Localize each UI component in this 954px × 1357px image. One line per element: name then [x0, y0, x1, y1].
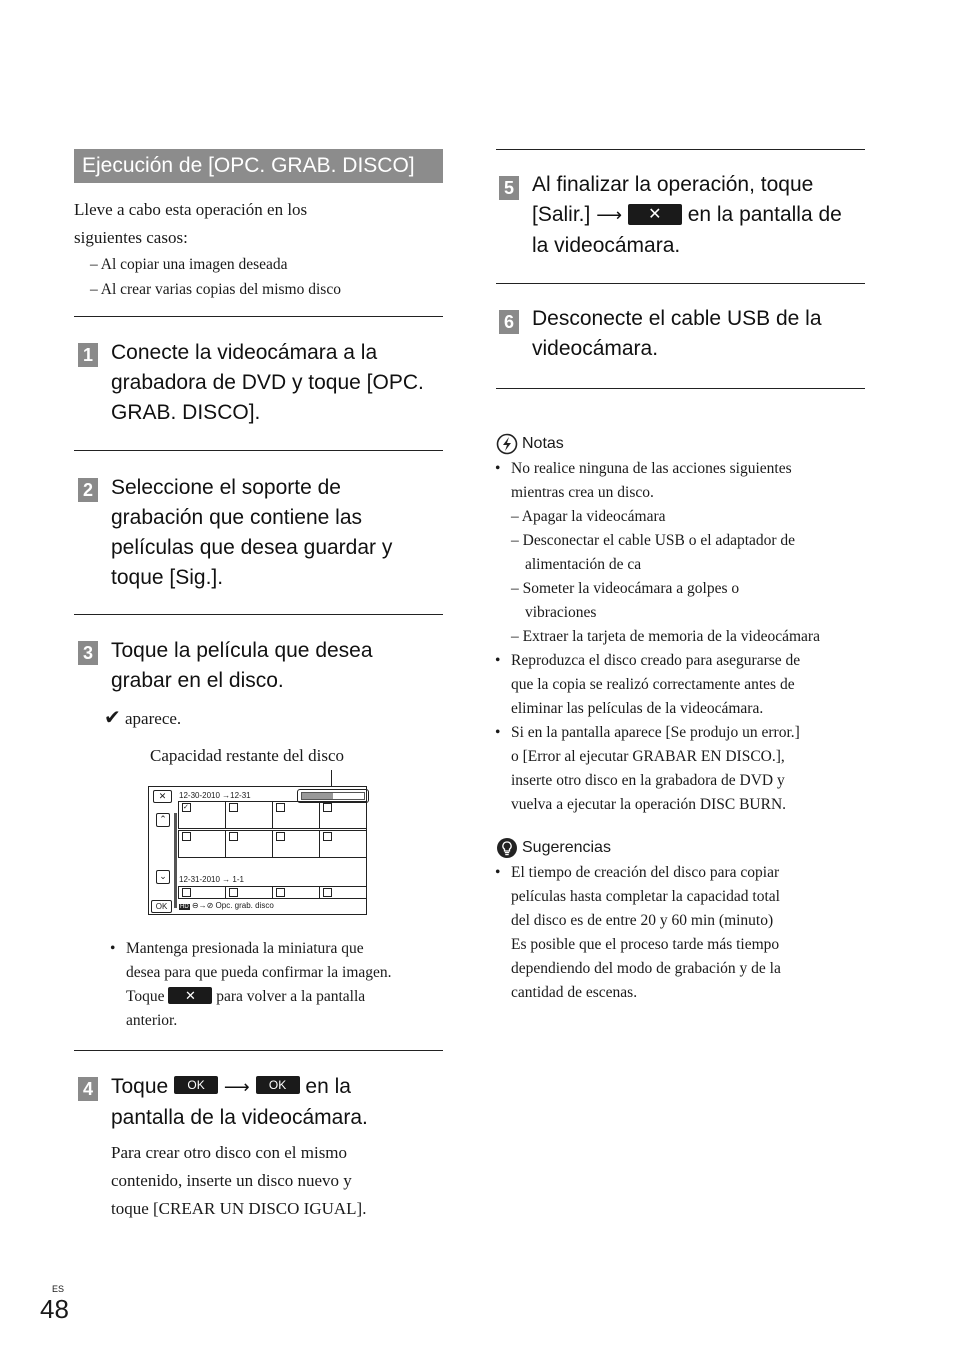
- check-appears: [104, 705, 181, 731]
- ok-button-icon: OK: [174, 1076, 218, 1094]
- tip-line: dependiendo del modo de grabación y de la: [511, 960, 781, 977]
- step-number-5: 5: [499, 176, 519, 200]
- date-start: 12-31-2010: [179, 875, 220, 884]
- step-4-para: [111, 1139, 456, 1223]
- thumbnail[interactable]: [178, 801, 226, 829]
- tip-line: Es posible que el proceso tarde más tiempo: [511, 936, 780, 953]
- lightbulb-icon: [496, 837, 518, 859]
- close-button-icon: ✕: [168, 987, 212, 1004]
- divider: [74, 450, 443, 451]
- footer-divider: [178, 898, 366, 899]
- step-text: en la: [305, 1075, 351, 1098]
- arrow-right-icon: ⟶: [223, 1077, 250, 1098]
- note-line: que la copia se realizó correctamente antes de: [511, 676, 795, 693]
- divider: [496, 149, 865, 150]
- note-dash-cont: vibraciones: [525, 604, 597, 621]
- checkbox[interactable]: [323, 803, 332, 812]
- screen-caption: Capacidad restante del disco: [150, 746, 345, 765]
- checkbox[interactable]: [182, 832, 191, 841]
- checkbox[interactable]: [182, 888, 191, 897]
- note-line: vuelva a ejecutar la operación DISC BURN.: [511, 796, 787, 813]
- date-start: 12-30-2010: [179, 791, 220, 800]
- divider: [74, 1050, 443, 1051]
- checkbox[interactable]: [276, 832, 285, 841]
- step-line: Conecte la videocámara a la: [111, 341, 378, 364]
- section-title: Ejecución de [OPC. GRAB. DISCO]: [74, 149, 443, 183]
- notas-list: [495, 457, 870, 817]
- step-line: [532, 200, 877, 231]
- capacity-fill: [302, 793, 333, 799]
- note-dash: – Apagar la videocámara: [511, 508, 666, 525]
- divider: [74, 614, 443, 615]
- ok-button[interactable]: OK: [151, 900, 172, 913]
- warning-bolt-icon: [496, 433, 518, 455]
- divider: [74, 316, 443, 317]
- note-line: anterior.: [126, 1012, 178, 1029]
- step-5-text: [532, 170, 877, 261]
- chevron-down-icon: ⌄: [159, 871, 167, 881]
- capacity-track: [301, 792, 365, 800]
- date-end: 1-1: [232, 875, 244, 884]
- step-line: toque [Sig.].: [111, 566, 224, 589]
- para-line: toque [CREAR UN DISCO IGUAL].: [111, 1199, 367, 1218]
- footer-label: Opc. grab. disco: [215, 901, 274, 910]
- checkbox[interactable]: [276, 803, 285, 812]
- notas-header: [496, 433, 564, 455]
- intro-item: – Al crear varias copias del mismo disco: [90, 281, 341, 298]
- step-line: videocámara.: [532, 337, 659, 360]
- hd-icon: HD: [180, 904, 189, 910]
- ok-button-icon: OK: [256, 1076, 300, 1094]
- note-dash: – Someter la videocámara a golpes o: [511, 580, 740, 597]
- checkbox[interactable]: [323, 888, 332, 897]
- note-dash: – Extraer la tarjeta de memoria de la videocámara: [511, 628, 820, 645]
- date-range-1: [179, 791, 251, 800]
- thumbnail[interactable]: [178, 830, 226, 858]
- chevron-up-icon: ⌃: [159, 814, 167, 824]
- checkbox[interactable]: [323, 832, 332, 841]
- tip-line: cantidad de escenas.: [511, 984, 638, 1001]
- step-line: grabación que contiene las: [111, 506, 363, 529]
- sugerencias-title: Sugerencias: [522, 839, 611, 856]
- date-range-2: [179, 875, 244, 884]
- para-line: contenido, inserte un disco nuevo y: [111, 1171, 352, 1190]
- page-number: 48: [40, 1294, 69, 1324]
- step-4-text: [111, 1072, 456, 1133]
- thumbnail[interactable]: [225, 801, 273, 829]
- tip-line: del disco es de entre 20 y 60 min (minuto): [511, 912, 774, 929]
- note-line: • Si en la pantalla aparece [Se produjo un error.]: [511, 724, 800, 741]
- step-line: la videocámara.: [532, 234, 681, 257]
- step-number-1: 1: [78, 343, 98, 367]
- close-button-icon: ✕: [628, 204, 682, 225]
- note-line: • No realice ninguna de las acciones siguientes: [511, 460, 792, 477]
- note-line: eliminar las películas de la videocámara.: [511, 700, 764, 717]
- thumbnail[interactable]: [319, 801, 367, 829]
- note-hold: [110, 937, 455, 1033]
- note-line: inserte otro disco en la grabadora de DVD y: [511, 772, 785, 789]
- step-2-text: [111, 473, 451, 593]
- step-line: [111, 1072, 456, 1103]
- note-line: o [Error al ejecutar GRABAR EN DISCO.],: [511, 748, 785, 765]
- step-number-6: 6: [499, 310, 519, 334]
- date-end: 12-31: [230, 791, 251, 800]
- checkbox[interactable]: [229, 888, 238, 897]
- checkbox[interactable]: [229, 803, 238, 812]
- disc-icon: ⊖→⊘: [191, 901, 214, 910]
- scrollbar[interactable]: [174, 813, 177, 908]
- checkmark-icon: ✔: [104, 705, 121, 729]
- note-line: mientras crea un disco.: [511, 484, 654, 501]
- thumbnail[interactable]: [272, 801, 320, 829]
- step-3-text: [111, 636, 451, 696]
- divider: [496, 388, 865, 389]
- screen-footer: [179, 901, 274, 910]
- step-6-text: [532, 304, 877, 364]
- checkbox[interactable]: [276, 888, 285, 897]
- tip-line: • El tiempo de creación del disco para copiar: [511, 864, 780, 881]
- intro-item: – Al copiar una imagen deseada: [90, 256, 288, 273]
- note-line: desea para que pueda confirmar la imagen.: [126, 964, 392, 981]
- thumbnail[interactable]: [272, 830, 320, 858]
- scroll-down-button[interactable]: [156, 870, 170, 884]
- checkbox[interactable]: [229, 832, 238, 841]
- note-dash: – Desconectar el cable USB o el adaptador de: [511, 532, 796, 549]
- note-dash-cont: alimentación de ca: [525, 556, 642, 573]
- step-line: Desconecte el cable USB de la: [532, 307, 822, 330]
- note-text: para volver a la pantalla: [216, 988, 366, 1005]
- step-line: Seleccione el soporte de: [111, 476, 341, 499]
- step-number-4: 4: [78, 1077, 98, 1101]
- arrow-right-icon: ⟶: [596, 205, 623, 226]
- para-line: Para crear otro disco con el mismo: [111, 1143, 348, 1162]
- intro-line1: Lleve a cabo esta operación en los: [74, 200, 308, 219]
- step-line: Toque la película que desea: [111, 639, 373, 662]
- step-line: Al finalizar la operación, toque: [532, 173, 814, 196]
- note-line: • Mantenga presionada la miniatura que: [126, 940, 364, 957]
- note-line: [126, 985, 455, 1009]
- step-number-2: 2: [78, 478, 98, 502]
- step-line: grabadora de DVD y toque [OPC.: [111, 371, 424, 394]
- note-line: • Reproduzca el disco creado para asegurarse de: [511, 652, 801, 669]
- intro-list: [90, 252, 341, 302]
- language-code: ES: [52, 1284, 65, 1294]
- step-text: [Salir.]: [532, 203, 591, 226]
- note-text: Toque: [126, 988, 165, 1005]
- appears-label: aparece.: [125, 709, 182, 728]
- step-line: pantalla de la videocámara.: [111, 1106, 368, 1129]
- sugerencias-header: [496, 837, 611, 859]
- notas-title: Notas: [522, 435, 564, 452]
- camera-screen: [148, 786, 367, 915]
- intro-line2: siguientes casos:: [74, 228, 188, 247]
- thumbnail[interactable]: [225, 830, 273, 858]
- close-button[interactable]: ✕: [153, 790, 172, 803]
- divider: [496, 283, 865, 284]
- arrow-right-icon: →: [222, 875, 231, 884]
- arrow-right-icon: →: [222, 791, 231, 800]
- intro-text: [74, 196, 444, 252]
- step-line: grabar en el disco.: [111, 669, 284, 692]
- step-line: películas que desea guardar y: [111, 536, 393, 559]
- tip-line: películas hasta completar la capacidad total: [511, 888, 780, 905]
- step-text: Toque: [111, 1075, 169, 1098]
- step-text: en la pantalla de: [687, 203, 842, 226]
- checkbox-checked[interactable]: ✓: [182, 803, 191, 812]
- step-line: GRAB. DISCO].: [111, 401, 261, 424]
- step-number-3: 3: [78, 641, 98, 665]
- thumbnail[interactable]: [319, 830, 367, 858]
- scroll-up-button[interactable]: [156, 813, 170, 827]
- step-1-text: [111, 338, 451, 428]
- sugerencias-list: [495, 861, 870, 1005]
